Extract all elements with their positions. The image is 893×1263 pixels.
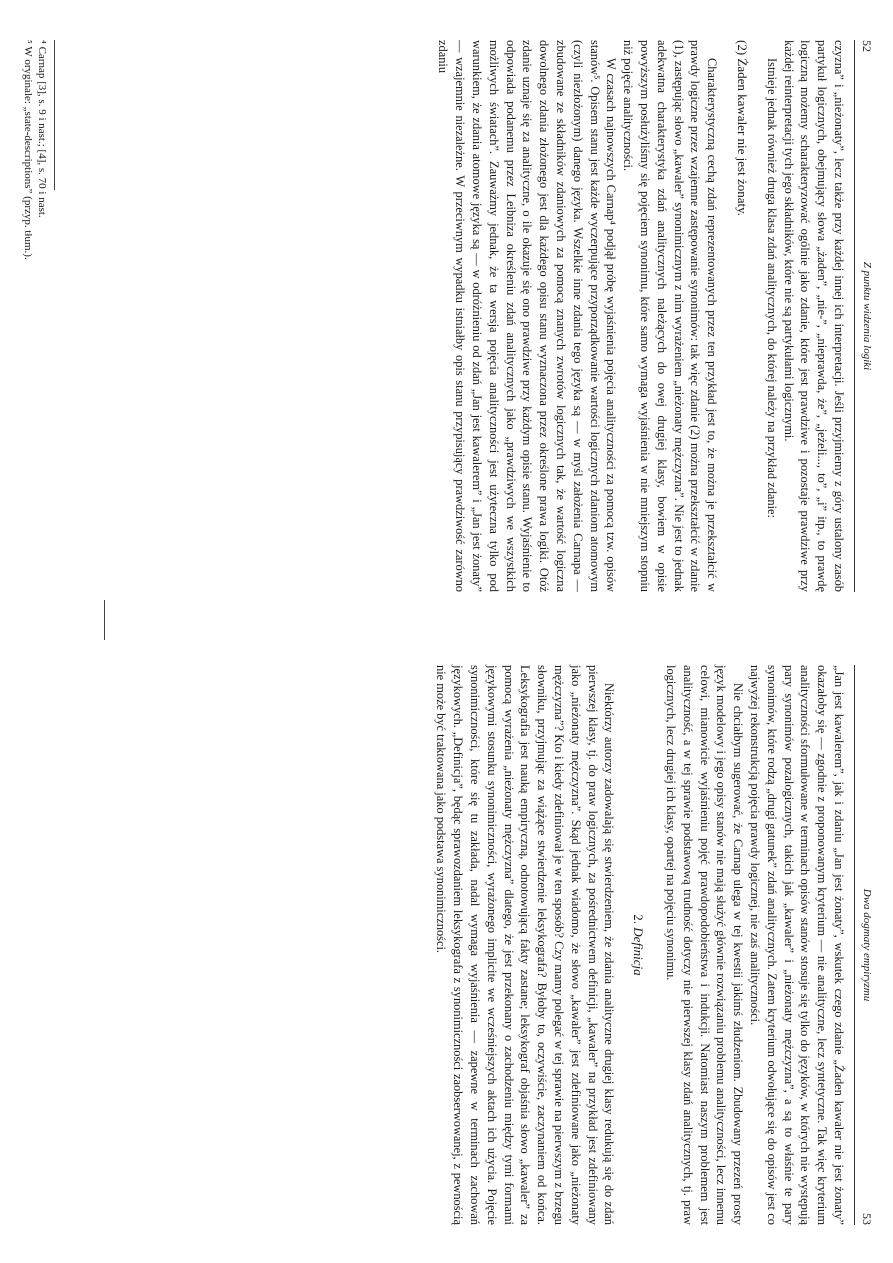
paragraph: Istnieje jednak również druga klasa zdań analitycznych, do której należy na przykład zdanie:	[764, 58, 779, 518]
paragraph: Charakterystyczną cechą zdań reprezentowanych przez ten przykład jest to, że można je przekształcić w prawdy logiczne przez wzajemne zastępowanie synonimów: tak więc zdanie (2) można przekształcić w zdanie (1), zastępując słowo „kawaler” synonimicznym z nim wyrażeniem „nieżonaty mężczyzna”. Nie jest to jednak adekwatna charakterystyka zdań analitycznych należących do owej drugiej klasy, bowiem w opisie powyższym posłużyliśmy się pojęciem synonimu, które samo wymaga wyjaśnienia w nie mniejszym stopniu niż pojęcie analityczności.	[621, 40, 720, 592]
page-right	[0, 625, 893, 1245]
page-left	[0, 0, 893, 612]
page-header-right	[859, 665, 873, 1225]
header-rule	[854, 40, 855, 592]
scan-artifacts	[93, 0, 113, 1263]
section-heading	[629, 665, 646, 1225]
running-head: Dwa dogmaty empiryzmu	[861, 888, 873, 1002]
page-body-left	[435, 40, 847, 592]
page-number: 53	[860, 1213, 874, 1225]
footnote-rule	[54, 40, 55, 190]
scan-mark	[104, 600, 105, 640]
section-title: Definicja	[631, 927, 647, 976]
page-body-right	[433, 665, 847, 1225]
paragraph: W czasach najnowszych Carnap⁴ podjął próbę wyjaśnienia pojęcia analityczności za pomocą tzw. opisów stanów⁵. Opisem stanu jest każde wyczerpujące przyporządkowanie wartości logicznych zdaniom atomowym (czyli niezłożonym) danego języka. Wszelkie inne zdania tego języka są — w myśl założenia Carnapa — zbudowane ze składników zdaniowych za pomocą znanych zwrotów logicznych tak, że wartość logiczna dowolnego zdania złożonego jest dla każdego opisu stanu wyznaczona przez określone prawa logiki. Otóż zdanie uznaje się za analityczne, o ile okazuje się ono prawdziwe przy każdym opisie stanu. Wyjaśnienie to odpowiada podanemu przez Leibniza określeniu zdań analitycznych jako „prawdziwych we wszystkich możliwych światach”. Zauważmy jednak, że ta wersja pojęcia analityczności jest użyteczna tylko pod warunkiem, że zdania atomowe języka są — w odróżnieniu od zdań „Jan jest kawalerem” i „Jan jest żonaty” — wzajemnie niezależne. W przeciwnym wypadku istniałby opis stanu przypisujący prawdziwość zarówno zdaniu	[436, 40, 619, 592]
paragraph: „Jan jest kawalerem”, jak i zdaniu „Jan jest żonaty”, wskutek czego zdanie „Żaden kawaler nie jest żonaty” okazałoby się — zgodnie z proponowanym kryterium — nie analityczne, lecz syntetyczne. Tak więc kryterium analityczności sformułowane w terminach opisów stanów stosuje się tylko do języków, w których nie występują pary synonimów pozalogicznych, takich jak „kawaler” i „nieżonaty mężczyzna”, a są to właśnie te pary synonimów, które rodzą „drugi gatunek” zdań analitycznych. Zatem kryterium odwołujące się do opisów jest co najwyżej rekonstrukcją pojęcia prawdy logicznej, nie zaś analityczności.	[748, 665, 846, 1225]
header-rule	[854, 665, 855, 1225]
page-header-left	[859, 40, 873, 592]
section-number: 2.	[631, 914, 647, 925]
footnote: ⁴ Carnap [3], s. 9 i nast.; [4], s. 70 i nast.	[36, 40, 48, 218]
footnote: ⁵ W oryginale: „state-descriptions” (przyp. tłum.).	[22, 40, 34, 260]
page-number: 52	[860, 40, 874, 52]
paragraph: Niektórzy autorzy zadowalają się stwierdzeniem, że zdania analityczne drugiej klasy redukują się do zdań pierwszej klasy, tj. do praw logicznych, za pośrednictwem definicji, „kawaler” na przykład jest zdefiniowany jako „nieżonaty mężczyzna”. Skąd jednak wiadomo, że słowo „kawaler” jest zdefiniowane jako „nieżonaty mężczyzna”? Kto i kiedy zdefiniował je w ten sposób? Czy mamy polegać w tej sprawie na pierwszym z brzegu słowniku, przyjmując za wiążące stwierdzenie leksykografa? Byłoby to, oczywiście, zaczynaniem od końca. Leksykografia jest nauką empiryczną, odnotowującą fakty zastane; leksykograf objaśnia słowo „kawaler” za pomocą wyrażenia „nieżonaty mężczyzna” dlatego, że jest przekonany o zachodzeniu między tymi formami językowymi stosunku synonimiczności, wyrażonego implicite we wcześniejszych aktach ich użycia. Pojęcie synonimiczności, które się tu zakłada, nadal wymaga wyjaśnienia — zapewne w terminach zachowań językowych. „Definicja”, będąc sprawozdaniem leksykografa z synonimiczności zaobserwowanej, z pewnością nie może być traktowana jako podstawa synonimiczności.	[434, 665, 617, 1225]
paragraph: Nie chciałbym sugerować, że Carnap ulega w tej kwestii jakimś złudzeniom. Zbudowany przezeń prosty język modelowy i jego opisy stanów nie mają służyć głównie rozwiązaniu problemu analityczności, lecz innemu celowi, mianowicie wyjaśnieniu pojęć prawdopodobieństwa i indukcji. Natomiast naszym problemem jest analityczność, a w tej sprawie podstawową trudność dotyczy nie pierwszej klasy zdań analitycznych, tj. praw logicznych, lecz drugiej ich klasy, opartej na pojęciu synonimu.	[664, 665, 746, 1225]
footnotes	[21, 40, 49, 592]
example-sentence: (2) Żaden kawaler nie jest żonaty.	[735, 40, 751, 217]
paragraph: czyzna” i „nieżonaty”, lecz także przy każdej innej ich interpretacji. Jeśli przyjmiemy z góry ustalony zasób partykuł logicznych, obejmujący słowa „żaden”, „nie-”, „nieprawda, że”, „jeżeli..., to”, „i” itp., to prawdę logiczną możemy scharakteryzować ogólnie jako zdanie, które jest prawdziwe i pozostaje prawdziwe przy każdej reinterpretacji tych jego składników, które nie są partykułami logicznymi.	[781, 40, 846, 592]
running-head: Z punktu widzenia logiki	[861, 261, 873, 371]
